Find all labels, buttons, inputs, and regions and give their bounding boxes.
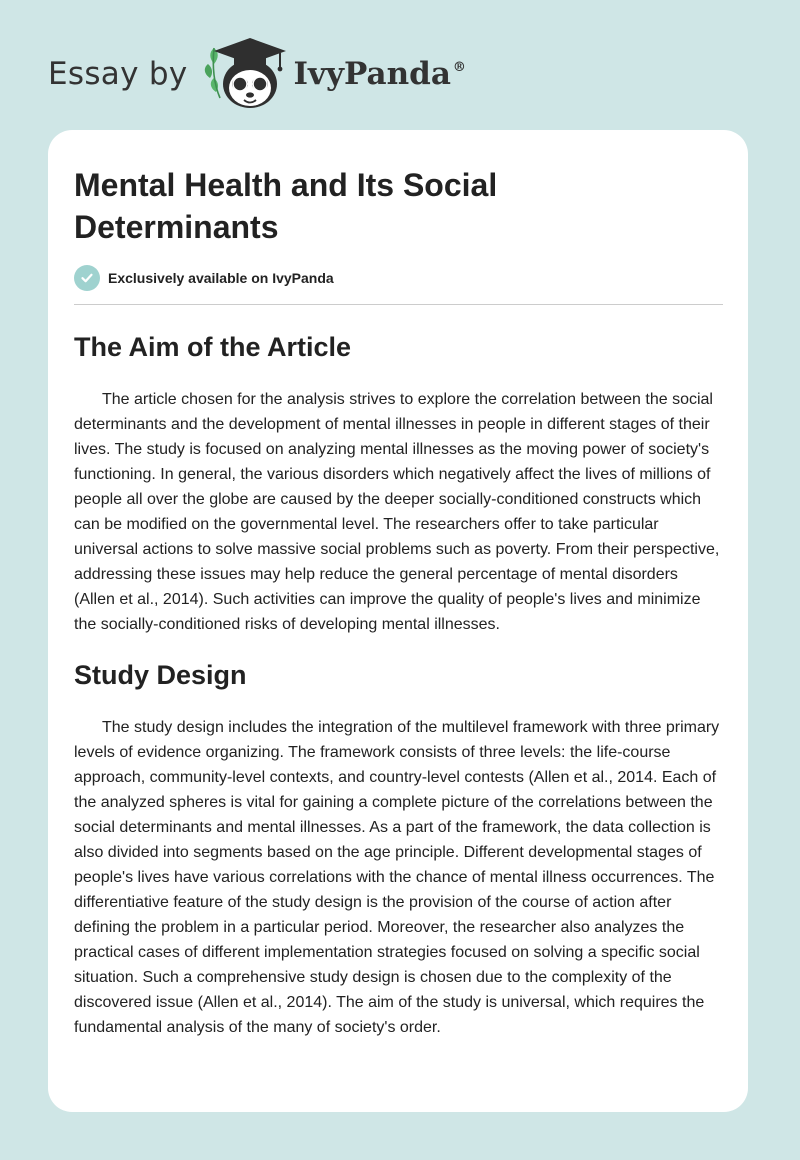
- check-icon: [74, 265, 100, 291]
- registered-mark: ®: [452, 59, 466, 75]
- exclusive-badge: [74, 264, 722, 292]
- site-header: [48, 34, 466, 114]
- title-divider: [74, 304, 723, 305]
- exclusive-badge-label: Exclusively available on IvyPanda: [108, 270, 334, 286]
- panda-graduation-cap-icon[interactable]: [200, 34, 290, 114]
- section-heading-aim: The Aim of the Article: [74, 332, 352, 362]
- essay-by-label: Essay by: [48, 56, 188, 92]
- section-heading-study-design: Study Design: [74, 660, 247, 690]
- brand-label: IvyPanda: [293, 56, 451, 92]
- section-body-aim: The article chosen for the analysis strives to explore the correlation between the social determinants and the development of mental illnesses in people in different stages of their lives. The study is focused on analyzing mental illnesses as the moving power of society's functioning. In general, the various disorders which negatively affect the lives of millions of people all over the globe are caused by the deeper socially-conditioned constructs which can be modified on the governmental level. The researchers offer to take particular universal actions to solve massive social problems such as poverty. From their perspective, addressing these issues may help reduce the general percentage of mental disorders (Allen et al., 2014). Such activities can improve the quality of people's lives and minimize the socially-conditioned risks of developing mental illnesses.: [74, 391, 720, 633]
- brand-name[interactable]: [294, 56, 466, 92]
- section-body-study-design: The study design includes the integration of the multilevel framework with three primary levels of evidence organizing. The framework consists of three levels: the life-course approach, community-level contexts, and country-level contests (Allen et al., 2014. Each of the analyzed spheres is vital for gaining a complete picture of the correlations between the social determinants and mental illnesses. As a part of the framework, the data collection is also divided into segments based on the age principle. Different developmental stages of people's lives have various correlations with the chance of mental illness occurrences. The differentiative feature of the study design is the provision of the course of action after defining the problem in a particular period. Moreover, the researcher also analyzes the practical cases of different implementation strategies focused on solving a specific social situation. Such a comprehensive study design is chosen due to the complexity of the discovered issue (Allen et al., 2014). The aim of the study is universal, which requires the fundamental analysis of the many of society's order.: [74, 719, 720, 1036]
- article-card: [48, 130, 748, 1112]
- article-title: Mental Health and Its Social Determinants: [74, 167, 498, 245]
